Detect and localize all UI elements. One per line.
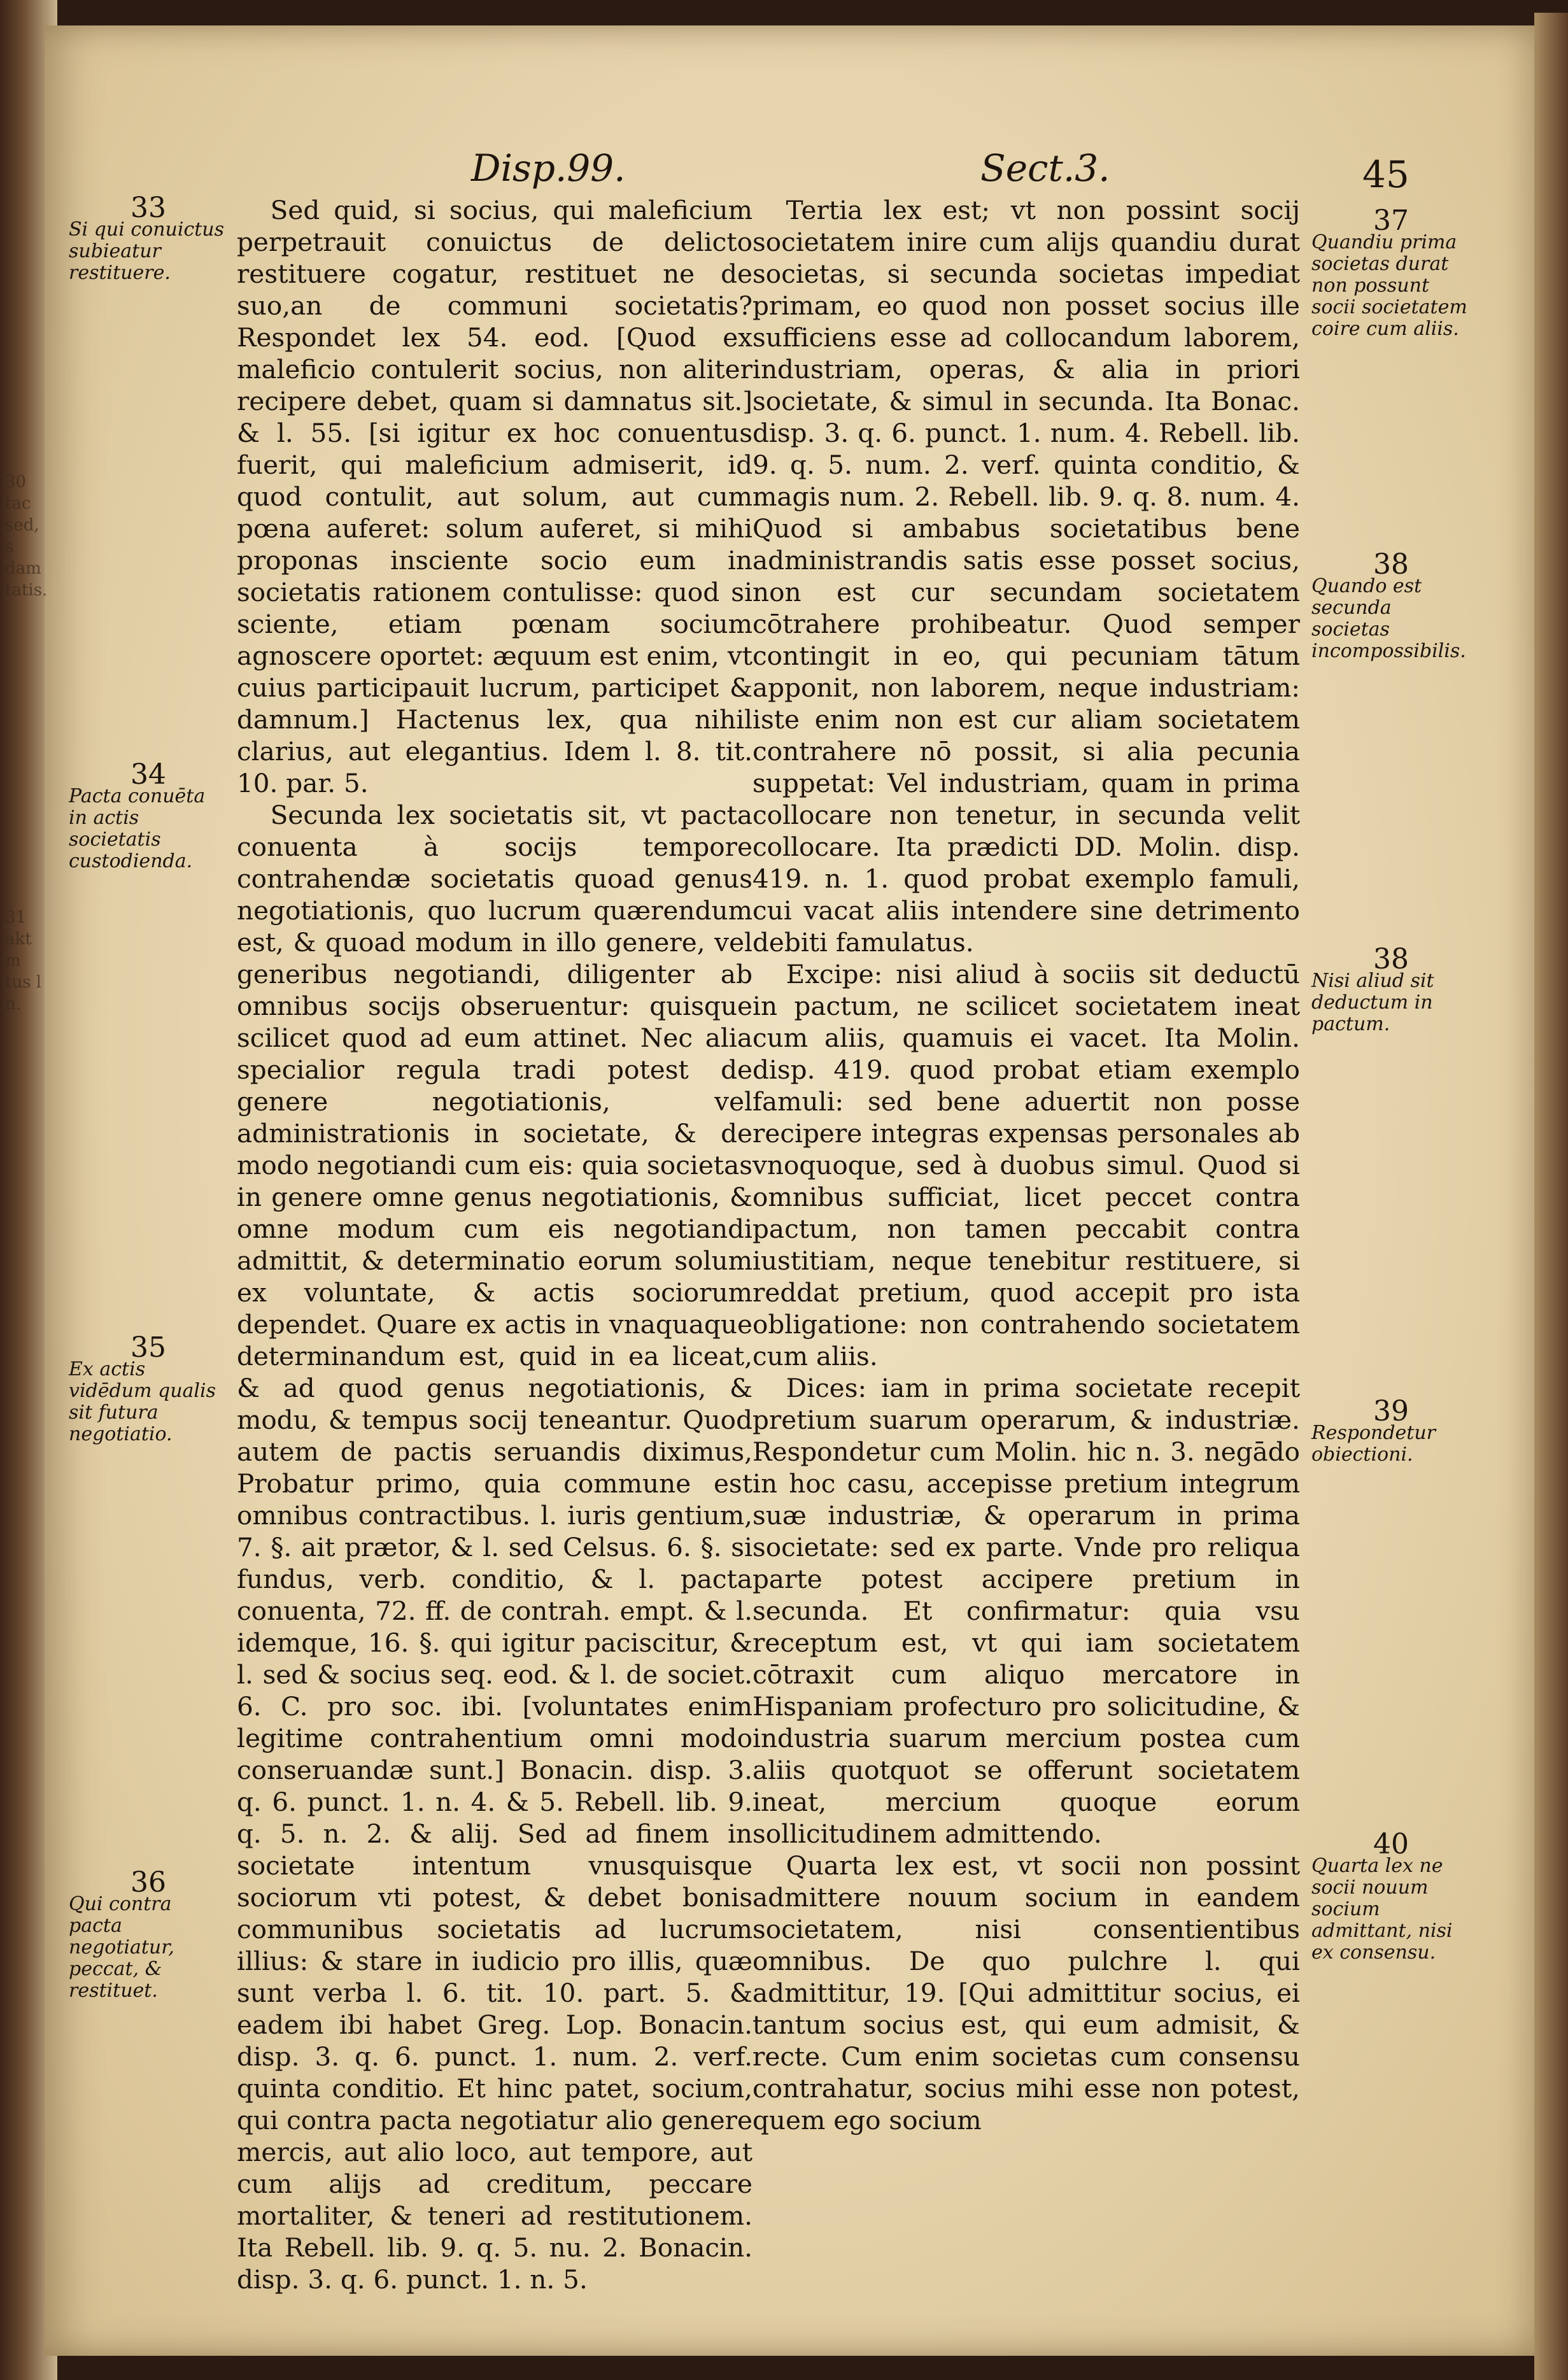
margin-note-text: Quandiu prima societas durat non possunt socii societatem coire cum aliis. bbox=[1311, 231, 1467, 340]
previous-page-margin-fragment bbox=[5, 471, 50, 1015]
paragraph: Dices: iam in prima societate recepit pretium suarum operarum, & industriæ. Respondetur cum Molin. hic n. 3. negādo in hoc casu, accepisse pretium integrum suæ industriæ, & operarum in prima societate: sed ex parte. Vnde pro reliqua parte potest accipere pretium in secunda. Et confirmatur: quia vsu receptum est, vt qui iam societatem cōtraxit cum aliquo mercatore in Hispaniam profecturo pro solicitudine, & industria suarum mercium postea cum aliis quotquot se offerunt societatem ineat, mercium quoque eorum sollicitudinem admittendo. bbox=[752, 1373, 1300, 1849]
margin-note-number: 37 bbox=[1373, 204, 1409, 237]
margin-note-text: Qui contra pacta negotiatur, peccat, & restituet. bbox=[69, 1893, 174, 2002]
margin-note-number: 35 bbox=[131, 1331, 166, 1364]
margin-note-40 bbox=[1311, 1828, 1471, 1964]
margin-note-number: 38 bbox=[1373, 548, 1409, 581]
prev-margin-text-a: tac sed, s dam tatis. bbox=[5, 494, 48, 600]
margin-note-37 bbox=[1311, 204, 1471, 340]
margin-note-number: 39 bbox=[1373, 1395, 1409, 1427]
running-header-left: Disp.99. bbox=[471, 146, 626, 190]
paragraph: Tertia lex est; vt non possint socij societatem inire cum alijs quandiu durat societas, si secunda societas impediat primam, eo quod non posset socius ille sufficiens esse ad collocandum laborem, industriam, operas, & alia in priori societate, & simul in secunda. Ita Bonac. disp. 3. q. 6. punct. 1. num. 4. Rebell. lib. 9. q. 5. num. 2. verf. quinta conditio, & magis num. 2. Rebell. lib. 9. q. 8. num. 4. Quod si ambabus societatibus bene administrandis satis esse posset socius, non est cur secundam societatem cōtrahere prohibeatur. Quod semper contingit in eo, qui pecuniam tātum apponit, non laborem, neque industriam: iste enim non est cur aliam societatem contrahere nō possit, si alia pecunia suppetat: Vel industriam, quam in prima collocare non tenetur, in secunda velit collocare. Ita prædicti DD. Molin. disp. 419. n. 1. quod probat exemplo famuli, cui vacat aliis intendere sine detrimento debiti famulatus. bbox=[752, 195, 1300, 958]
margin-note-number: 33 bbox=[131, 192, 166, 224]
page-edge bbox=[1534, 13, 1568, 2380]
paragraph: Secunda lex societatis sit, vt pacta conuenta à socijs tempore contrahendæ societatis quoad genus negotiationis, quo lucrum quærendum est, & quoad modum in illo genere, vel generibus negotiandi, diligenter ab omnibus socijs obseruentur: quisque scilicet quod ad eum attinet. Nec alia specialior regula tradi potest de genere negotiationis, vel administrationis in societate, & de modo negotiandi cum eis: quia societas in genere omne genus negotiationis, & omne modum cum eis negotiandi admittit, & determinatio eorum solum ex voluntate, & actis sociorum dependet. Quare ex actis in vnaquaque determinandum est, quid in ea liceat, & ad quod genus negotiationis, & modu, & tempus socij teneantur. Quod autem de pactis seruandis diximus, Probatur primo, quia commune est omnibus contractibus. l. iuris gentium, 7. §. ait prætor, & l. sed Celsus. 6. §. si fundus, verb. conditio, & l. pacta conuenta, 72. ff. de contrah. empt. & l. idemque, 16. §. qui igitur paciscitur, & l. sed & socius seq. eod. & l. de societ. 6. C. pro soc. ibi. [voluntates enim legitime contrahentium omni modo conseruandæ sunt.] Bonacin. disp. 3. q. 6. punct. 1. n. 4. & 5. Rebell. lib. 9. q. 5. n. 2. & alij. Sed ad finem in societate intentum vnusquisque sociorum vti potest, & debet bonis communibus societatis ad lucrum illius: & stare in iudicio pro illis, quæ sunt verba l. 6. tit. 10. part. 5. & eadem ibi habet Greg. Lop. Bonacin. disp. 3. q. 6. punct. 1. num. 2. verf. quinta conditio. Et hinc patet, socium, qui contra pacta negotiatur alio genere mercis, aut alio loco, aut tempore, aut cum alijs ad creditum, peccare mortaliter, & teneri ad restitutionem. Ita Rebell. lib. 9. q. 5. nu. 2. Bonacin. disp. 3. q. 6. punct. 1. n. 5. bbox=[237, 800, 752, 2295]
margin-note-text: Respondetur obiectioni. bbox=[1311, 1422, 1436, 1466]
margin-note-text: Quarta lex ne socii nouum socium admittant, nisi ex consensu. bbox=[1311, 1855, 1453, 1964]
margin-note-38-a bbox=[1311, 548, 1471, 662]
prev-margin-text-b: akt m tus l n. bbox=[5, 930, 42, 1014]
margin-note-39 bbox=[1311, 1395, 1471, 1466]
margin-note-text: Pacta conuēta in actis societatis custodienda. bbox=[69, 785, 206, 872]
margin-note-33 bbox=[69, 192, 228, 284]
prev-margin-num-a: 30 bbox=[5, 472, 27, 492]
margin-note-text: Quando est secunda societas incompossibilis. bbox=[1311, 575, 1466, 662]
margin-note-number: 38 bbox=[1373, 943, 1409, 975]
margin-note-38-b bbox=[1311, 943, 1471, 1035]
margin-note-34 bbox=[69, 758, 228, 872]
margin-note-number: 40 bbox=[1373, 1828, 1409, 1860]
left-text-column bbox=[237, 194, 752, 2295]
margin-note-text: Ex actis vidēdum qualis sit futura negotiatio. bbox=[69, 1358, 216, 1445]
prev-margin-num-b: 31 bbox=[5, 908, 27, 927]
margin-note-text: Si qui conuictus subieatur restituere. bbox=[69, 218, 225, 284]
margin-note-36 bbox=[69, 1866, 228, 2002]
right-text-column bbox=[752, 194, 1300, 2136]
paragraph: Sed quid, si socius, qui maleficium perpetrauit conuictus de delicto restituere cogatur, restituet ne de suo,an de communi societatis? Respondet lex 54. eod. [Quod ex maleficio contulerit socius, non aliter recipere debet, quam si damnatus sit.] & l. 55. [si igitur ex hoc conuentus fuerit, qui maleficium admiserit, id quod contulit, aut solum, aut cum pœna auferet: solum auferet, si mihi proponas insciente socio eum in societatis rationem contulisse: quod si sciente, etiam pœnam socium agnoscere oportet: æquum est enim, vt cuius participauit lucrum, participet & damnum.] Hactenus lex, qua nihil clarius, aut elegantius. Idem l. 8. tit. 10. par. 5. bbox=[237, 195, 752, 798]
paragraph: Excipe: nisi aliud à sociis sit deductū in pactum, ne scilicet societatem ineat cum aliis, quamuis ei vacet. Ita Molin. disp. 419. quod probat etiam exemplo famuli: sed bene aduertit non posse recipere integras expensas personales ab vnoquoque, sed à duobus simul. Quod si omnibus sufficiat, licet peccet contra pactum, non tamen peccabit contra iustitiam, neque tenebitur restituere, si reddat pretium, quod accepit pro ista obligatione: non contrahendo societatem cum aliis. bbox=[752, 959, 1300, 1371]
paragraph: Quarta lex est, vt socii non possint admittere nouum socium in eandem societatem, nisi consentientibus omnibus. De quo pulchre l. qui admittitur, 19. [Qui admittitur socius, ei tantum socius est, qui eum admisit, & recte. Cum enim societas cum consensu contrahatur, socius mihi esse non potest, quem ego socium bbox=[752, 1850, 1300, 2136]
page-number: 45 bbox=[1362, 153, 1409, 196]
margin-note-number: 36 bbox=[131, 1866, 166, 1899]
margin-note-35 bbox=[69, 1331, 228, 1445]
margin-note-number: 34 bbox=[131, 758, 166, 791]
margin-note-text: Nisi aliud sit deductum in pactum. bbox=[1311, 970, 1434, 1035]
running-header-right: Sect.3. bbox=[980, 146, 1110, 190]
